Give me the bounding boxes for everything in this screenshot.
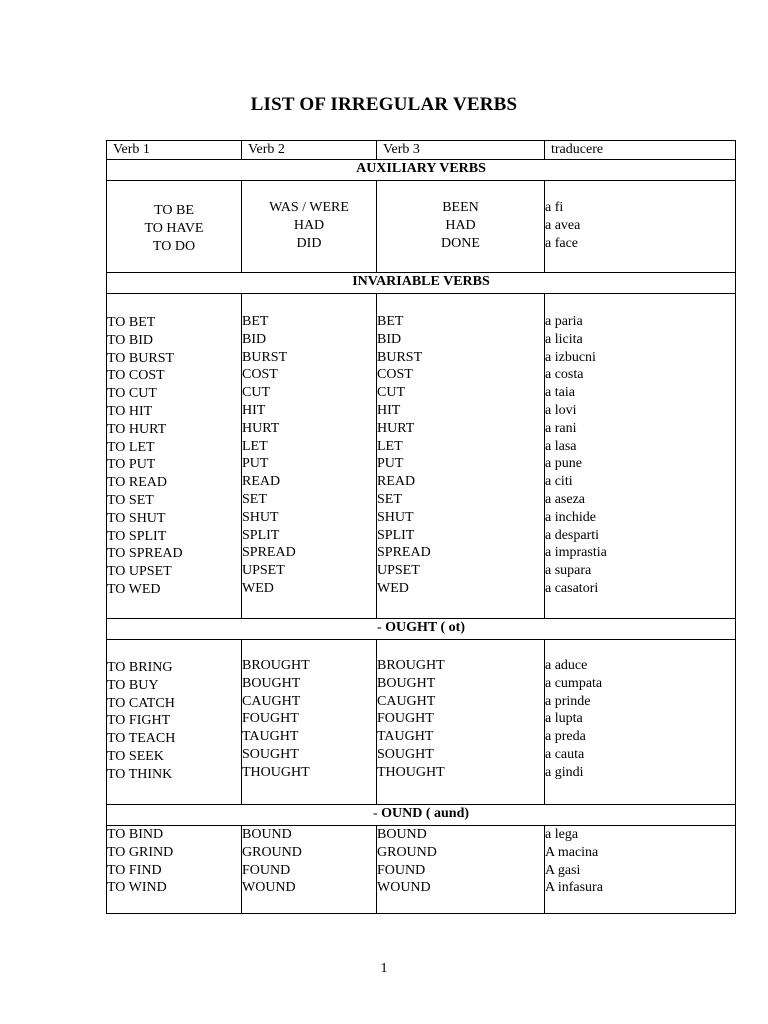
verb2-column (242, 294, 377, 619)
translation-column (545, 640, 736, 805)
verb1-cell: TO BUY (107, 677, 159, 693)
verb1-cell: TO FIND (107, 862, 162, 878)
verb2-cell: PUT (242, 456, 269, 472)
section-heading-row (107, 273, 736, 294)
verb3-cell: SHUT (377, 509, 414, 525)
verb3-cell: SET (377, 491, 402, 507)
translation-cell: a prinde (545, 693, 591, 709)
verb1-cell: TO HURT (107, 421, 167, 437)
translation-cell: a paria (545, 314, 583, 329)
verb3-cell: LET (377, 438, 403, 454)
translation-cell: a costa (545, 367, 584, 383)
verb3-cell: HURT (377, 420, 415, 436)
verb3-cell: BEEN (442, 200, 479, 215)
verb1-cell: TO LET (107, 439, 155, 455)
translation-column (545, 294, 736, 619)
column-header-verb2: Verb 2 (242, 141, 377, 160)
translation-cell: a izbucni (545, 349, 596, 365)
translation-cell: a cumpata (545, 675, 603, 691)
column-header-translation: traducere (545, 141, 736, 160)
page-number: 1 (380, 961, 388, 976)
verb2-cell: BURST (242, 349, 288, 365)
translation-column (545, 826, 736, 914)
verb3-cell: BROUGHT (377, 658, 445, 673)
irregular-verbs-table (106, 140, 736, 914)
verb2-cell: THOUGHT (242, 764, 310, 780)
verb1-cell: TO READ (107, 475, 168, 491)
translation-cell: A infasura (545, 880, 603, 896)
verb2-cell: SPLIT (242, 527, 280, 543)
verb3-cell: READ (377, 474, 416, 490)
section-heading-row (107, 160, 736, 181)
verb3-column (377, 181, 545, 273)
section-heading-prefix: - (372, 806, 382, 821)
verb2-cell: HAD (293, 217, 325, 233)
verb1-cell: TO WED (107, 581, 161, 597)
verb2-column (242, 826, 377, 914)
translation-cell: a imprastia (545, 545, 607, 561)
verb1-cell: TO SEEK (107, 748, 164, 764)
verb1-column (107, 294, 242, 619)
translation-cell: A macina (545, 844, 599, 860)
verb2-column (242, 181, 377, 273)
verb3-cell: TAUGHT (377, 729, 434, 745)
verb1-cell: TO SPLIT (107, 528, 167, 544)
section-heading-prefix: - (376, 620, 386, 635)
verb2-cell: BROUGHT (242, 658, 310, 673)
translation-cell: a citi (545, 474, 573, 490)
section-heading-row (107, 619, 736, 640)
verb3-column (377, 826, 545, 914)
translation-cell: a lupta (545, 711, 583, 727)
verb2-cell: FOUGHT (242, 711, 299, 727)
translation-cell: a pune (545, 456, 582, 472)
verb1-cell: TO COST (107, 368, 165, 384)
section-heading-ound (107, 805, 736, 826)
translation-cell: a supara (545, 563, 592, 579)
verb3-cell: BOUGHT (377, 675, 436, 691)
translation-cell: a casatori (545, 580, 599, 596)
verb3-cell: WOUND (377, 880, 431, 896)
verb3-cell: BOUND (377, 827, 427, 842)
translation-cell: a fi (545, 200, 564, 215)
verb2-cell: WED (242, 580, 274, 596)
verb3-column (377, 640, 545, 805)
verb2-cell: BET (242, 314, 269, 329)
verb1-cell: TO UPSET (107, 564, 172, 580)
verb3-cell: BID (377, 331, 402, 347)
section-body-ound (107, 826, 736, 914)
verb2-cell: TAUGHT (242, 729, 299, 745)
verb1-cell: TO SPREAD (107, 546, 183, 562)
verb2-cell: HIT (242, 402, 266, 418)
translation-cell: a lasa (545, 438, 577, 454)
verb1-cell: TO CATCH (107, 695, 175, 711)
verb1-cell: TO THINK (107, 766, 173, 782)
section-body-auxiliary (107, 181, 736, 273)
verb3-cell: UPSET (377, 563, 420, 579)
verb3-cell: SOUGHT (377, 746, 434, 762)
verb3-cell: WED (377, 580, 409, 596)
verb3-cell: BET (377, 314, 404, 329)
verb3-cell: CUT (377, 385, 405, 401)
verb1-cell: TO BRING (107, 660, 173, 675)
verb3-column (377, 294, 545, 619)
section-heading-ought (107, 619, 736, 640)
verb3-cell: DONE (441, 235, 480, 251)
verb1-cell: TO SET (107, 492, 154, 508)
verb2-cell: BID (242, 331, 267, 347)
verb3-cell: COST (377, 367, 413, 383)
verb1-cell: TO FIGHT (107, 713, 171, 729)
translation-cell: A gasi (545, 862, 581, 878)
verb3-cell: THOUGHT (377, 764, 445, 780)
section-body-ought (107, 640, 736, 805)
translation-cell: a avea (545, 217, 581, 233)
verb3-cell: FOUGHT (377, 711, 434, 727)
translation-column (545, 181, 736, 273)
section-heading-auxiliary: AUXILIARY VERBS (107, 160, 736, 181)
verb1-cell: TO HIT (107, 403, 153, 419)
verb1-cell: TO TEACH (107, 731, 176, 747)
verb2-cell: BOUGHT (242, 675, 301, 691)
column-header-verb3: Verb 3 (377, 141, 545, 160)
translation-cell: a taia (545, 385, 575, 401)
verb1-cell: TO HAVE (144, 220, 204, 236)
translation-cell: a aduce (545, 658, 588, 673)
translation-cell: a gindi (545, 764, 584, 780)
translation-cell: a face (545, 235, 579, 251)
table-header-row (107, 141, 736, 160)
verb2-cell: DID (296, 235, 322, 251)
verb1-cell: TO PUT (107, 457, 156, 473)
column-header-verb1: Verb 1 (107, 141, 242, 160)
verb2-cell: SOUGHT (242, 746, 299, 762)
verb2-cell: BOUND (242, 827, 292, 842)
verb2-cell: WAS / WERE (269, 200, 349, 215)
verb3-cell: HAD (445, 217, 476, 233)
verb2-column (242, 640, 377, 805)
verb3-cell: SPREAD (377, 545, 431, 561)
translation-cell: a inchide (545, 509, 596, 525)
section-heading-invariable: INVARIABLE VERBS (107, 273, 736, 294)
verb2-cell: WOUND (242, 880, 296, 896)
translation-cell: a rani (545, 420, 577, 436)
verb2-cell: COST (242, 367, 278, 383)
verb1-cell: TO BIND (107, 827, 164, 842)
translation-cell: a lovi (545, 402, 577, 418)
verb1-cell: TO WIND (107, 880, 167, 896)
verb3-cell: PUT (377, 456, 404, 472)
verb1-cell: TO BURST (107, 350, 175, 366)
verb2-cell: CAUGHT (242, 693, 301, 709)
translation-cell: a desparti (545, 527, 600, 543)
verb1-cell: TO BET (107, 315, 156, 330)
verb3-cell: CAUGHT (377, 693, 436, 709)
translation-cell: a aseza (545, 491, 586, 507)
translation-cell: a cauta (545, 746, 585, 762)
verb1-column (107, 181, 242, 273)
verb2-cell: UPSET (242, 563, 285, 579)
verb2-cell: HURT (242, 420, 280, 436)
verb1-cell: TO GRIND (107, 844, 174, 860)
verb2-cell: CUT (242, 385, 270, 401)
translation-cell: a lega (545, 827, 579, 842)
verb1-cell: TO SHUT (107, 510, 166, 526)
verb3-cell: GROUND (377, 844, 437, 860)
verb1-column (107, 826, 242, 914)
verb3-cell: BURST (377, 349, 423, 365)
verb2-cell: FOUND (242, 862, 291, 878)
translation-cell: a licita (545, 331, 583, 347)
verb1-cell: TO BID (107, 332, 154, 348)
verb3-cell: HIT (377, 402, 401, 418)
verb2-cell: SHUT (242, 509, 279, 525)
verb2-cell: SET (242, 491, 267, 507)
verb1-cell: TO BE (154, 203, 194, 218)
verb1-cell: TO DO (152, 238, 196, 254)
verb3-cell: SPLIT (377, 527, 415, 543)
verb3-cell: FOUND (377, 862, 426, 878)
section-body-invariable (107, 294, 736, 619)
translation-cell: a preda (545, 729, 586, 745)
section-heading-text: OUGHT ( ot) (385, 620, 466, 635)
verb2-cell: GROUND (242, 844, 302, 860)
page-title: LIST OF IRREGULAR VERBS (250, 94, 518, 115)
verb1-cell: TO CUT (107, 386, 157, 402)
section-heading-row (107, 805, 736, 826)
verb2-cell: READ (242, 474, 281, 490)
verb2-cell: SPREAD (242, 545, 296, 561)
verb2-cell: LET (242, 438, 268, 454)
verb1-column (107, 640, 242, 805)
section-heading-text: OUND ( aund) (381, 806, 470, 821)
